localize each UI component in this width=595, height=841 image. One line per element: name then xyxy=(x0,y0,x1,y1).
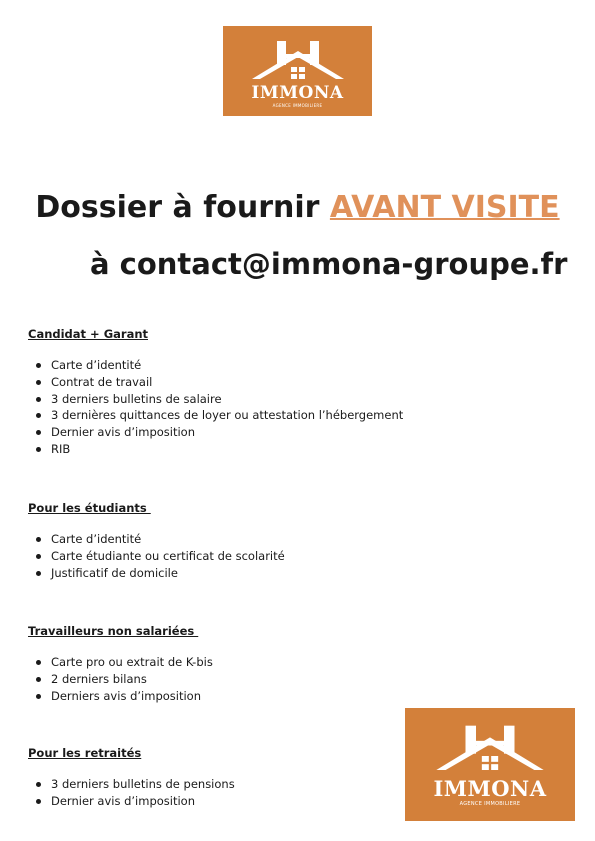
list-item-text: Carte d’identité xyxy=(51,358,142,372)
list-item-text: Dernier avis d’imposition xyxy=(51,425,195,440)
immona-logo-bottom xyxy=(405,708,575,821)
house-roof-icon xyxy=(434,723,546,775)
list-item-text: 2 derniers bilans xyxy=(51,671,147,686)
list-item xyxy=(28,793,235,810)
list-item-text: Derniers avis d’imposition xyxy=(51,688,201,703)
bullet-icon xyxy=(36,363,41,368)
document-list xyxy=(28,654,213,704)
bullet-icon xyxy=(36,413,41,418)
list-item xyxy=(28,531,285,548)
list-item-text: 3 dernières quittances de loyer ou attestation l’hébergement xyxy=(51,408,404,423)
list-item xyxy=(28,548,285,565)
list-item-text: 3 derniers bulletins de salaire xyxy=(51,391,222,406)
bullet-icon xyxy=(36,694,41,699)
bullet-icon xyxy=(36,571,41,576)
logo-tagline: AGENCE IMMOBILIERE xyxy=(459,801,521,807)
list-item xyxy=(28,391,403,408)
logo-name: IMMONA xyxy=(251,83,344,103)
house-roof-icon xyxy=(250,39,346,83)
page-title xyxy=(0,188,595,228)
list-item xyxy=(28,565,285,582)
list-item xyxy=(28,441,403,458)
list-item xyxy=(28,654,213,671)
document-list xyxy=(28,531,285,581)
bullet-icon xyxy=(36,397,41,402)
document-list xyxy=(28,776,235,810)
logo-name: IMMONA xyxy=(433,776,547,801)
list-item xyxy=(28,688,213,705)
list-item-text: RIB xyxy=(51,441,71,456)
list-item-text: Carte pro ou extrait de K-bis xyxy=(51,655,213,669)
bullet-icon xyxy=(36,380,41,385)
section-title: Pour les retraités xyxy=(28,746,142,760)
section-title: Pour les étudiants xyxy=(28,501,151,515)
bullet-icon xyxy=(36,447,41,452)
list-item-text: Dernier avis d’imposition xyxy=(51,793,195,808)
section-title: Travailleurs non salariées xyxy=(28,624,199,638)
list-item-text: Carte d’identité xyxy=(51,532,142,546)
title-prefix: Dossier à fournir xyxy=(35,190,330,225)
list-item xyxy=(28,671,213,688)
section-title: Candidat + Garant xyxy=(28,327,149,341)
bullet-icon xyxy=(36,660,41,665)
bullet-icon xyxy=(36,430,41,435)
bullet-icon xyxy=(36,799,41,804)
list-item xyxy=(28,374,403,391)
list-item-text: 3 derniers bulletins de pensions xyxy=(51,777,235,791)
section-candidat-garant xyxy=(28,327,403,458)
section-etudiants xyxy=(28,501,285,581)
bullet-icon xyxy=(36,537,41,542)
section-travailleurs-non-salaries xyxy=(28,624,213,704)
list-item-text: Justificatif de domicile xyxy=(51,565,178,580)
list-item xyxy=(28,357,403,374)
bullet-icon xyxy=(36,677,41,682)
immona-logo-top xyxy=(223,26,372,116)
list-item xyxy=(28,776,235,793)
contact-email: à contact@immona-groupe.fr xyxy=(90,247,568,281)
title-accent: AVANT VISITE xyxy=(329,190,560,225)
bullet-icon xyxy=(36,782,41,787)
section-retraites xyxy=(28,746,235,810)
document-list xyxy=(28,357,403,458)
bullet-icon xyxy=(36,554,41,559)
list-item xyxy=(28,407,403,424)
list-item xyxy=(28,424,403,441)
list-item-text: Contrat de travail xyxy=(51,374,153,389)
logo-tagline: AGENCE IMMOBILIERE xyxy=(272,103,323,108)
list-item-text: Carte étudiante ou certificat de scolarité xyxy=(51,548,285,563)
